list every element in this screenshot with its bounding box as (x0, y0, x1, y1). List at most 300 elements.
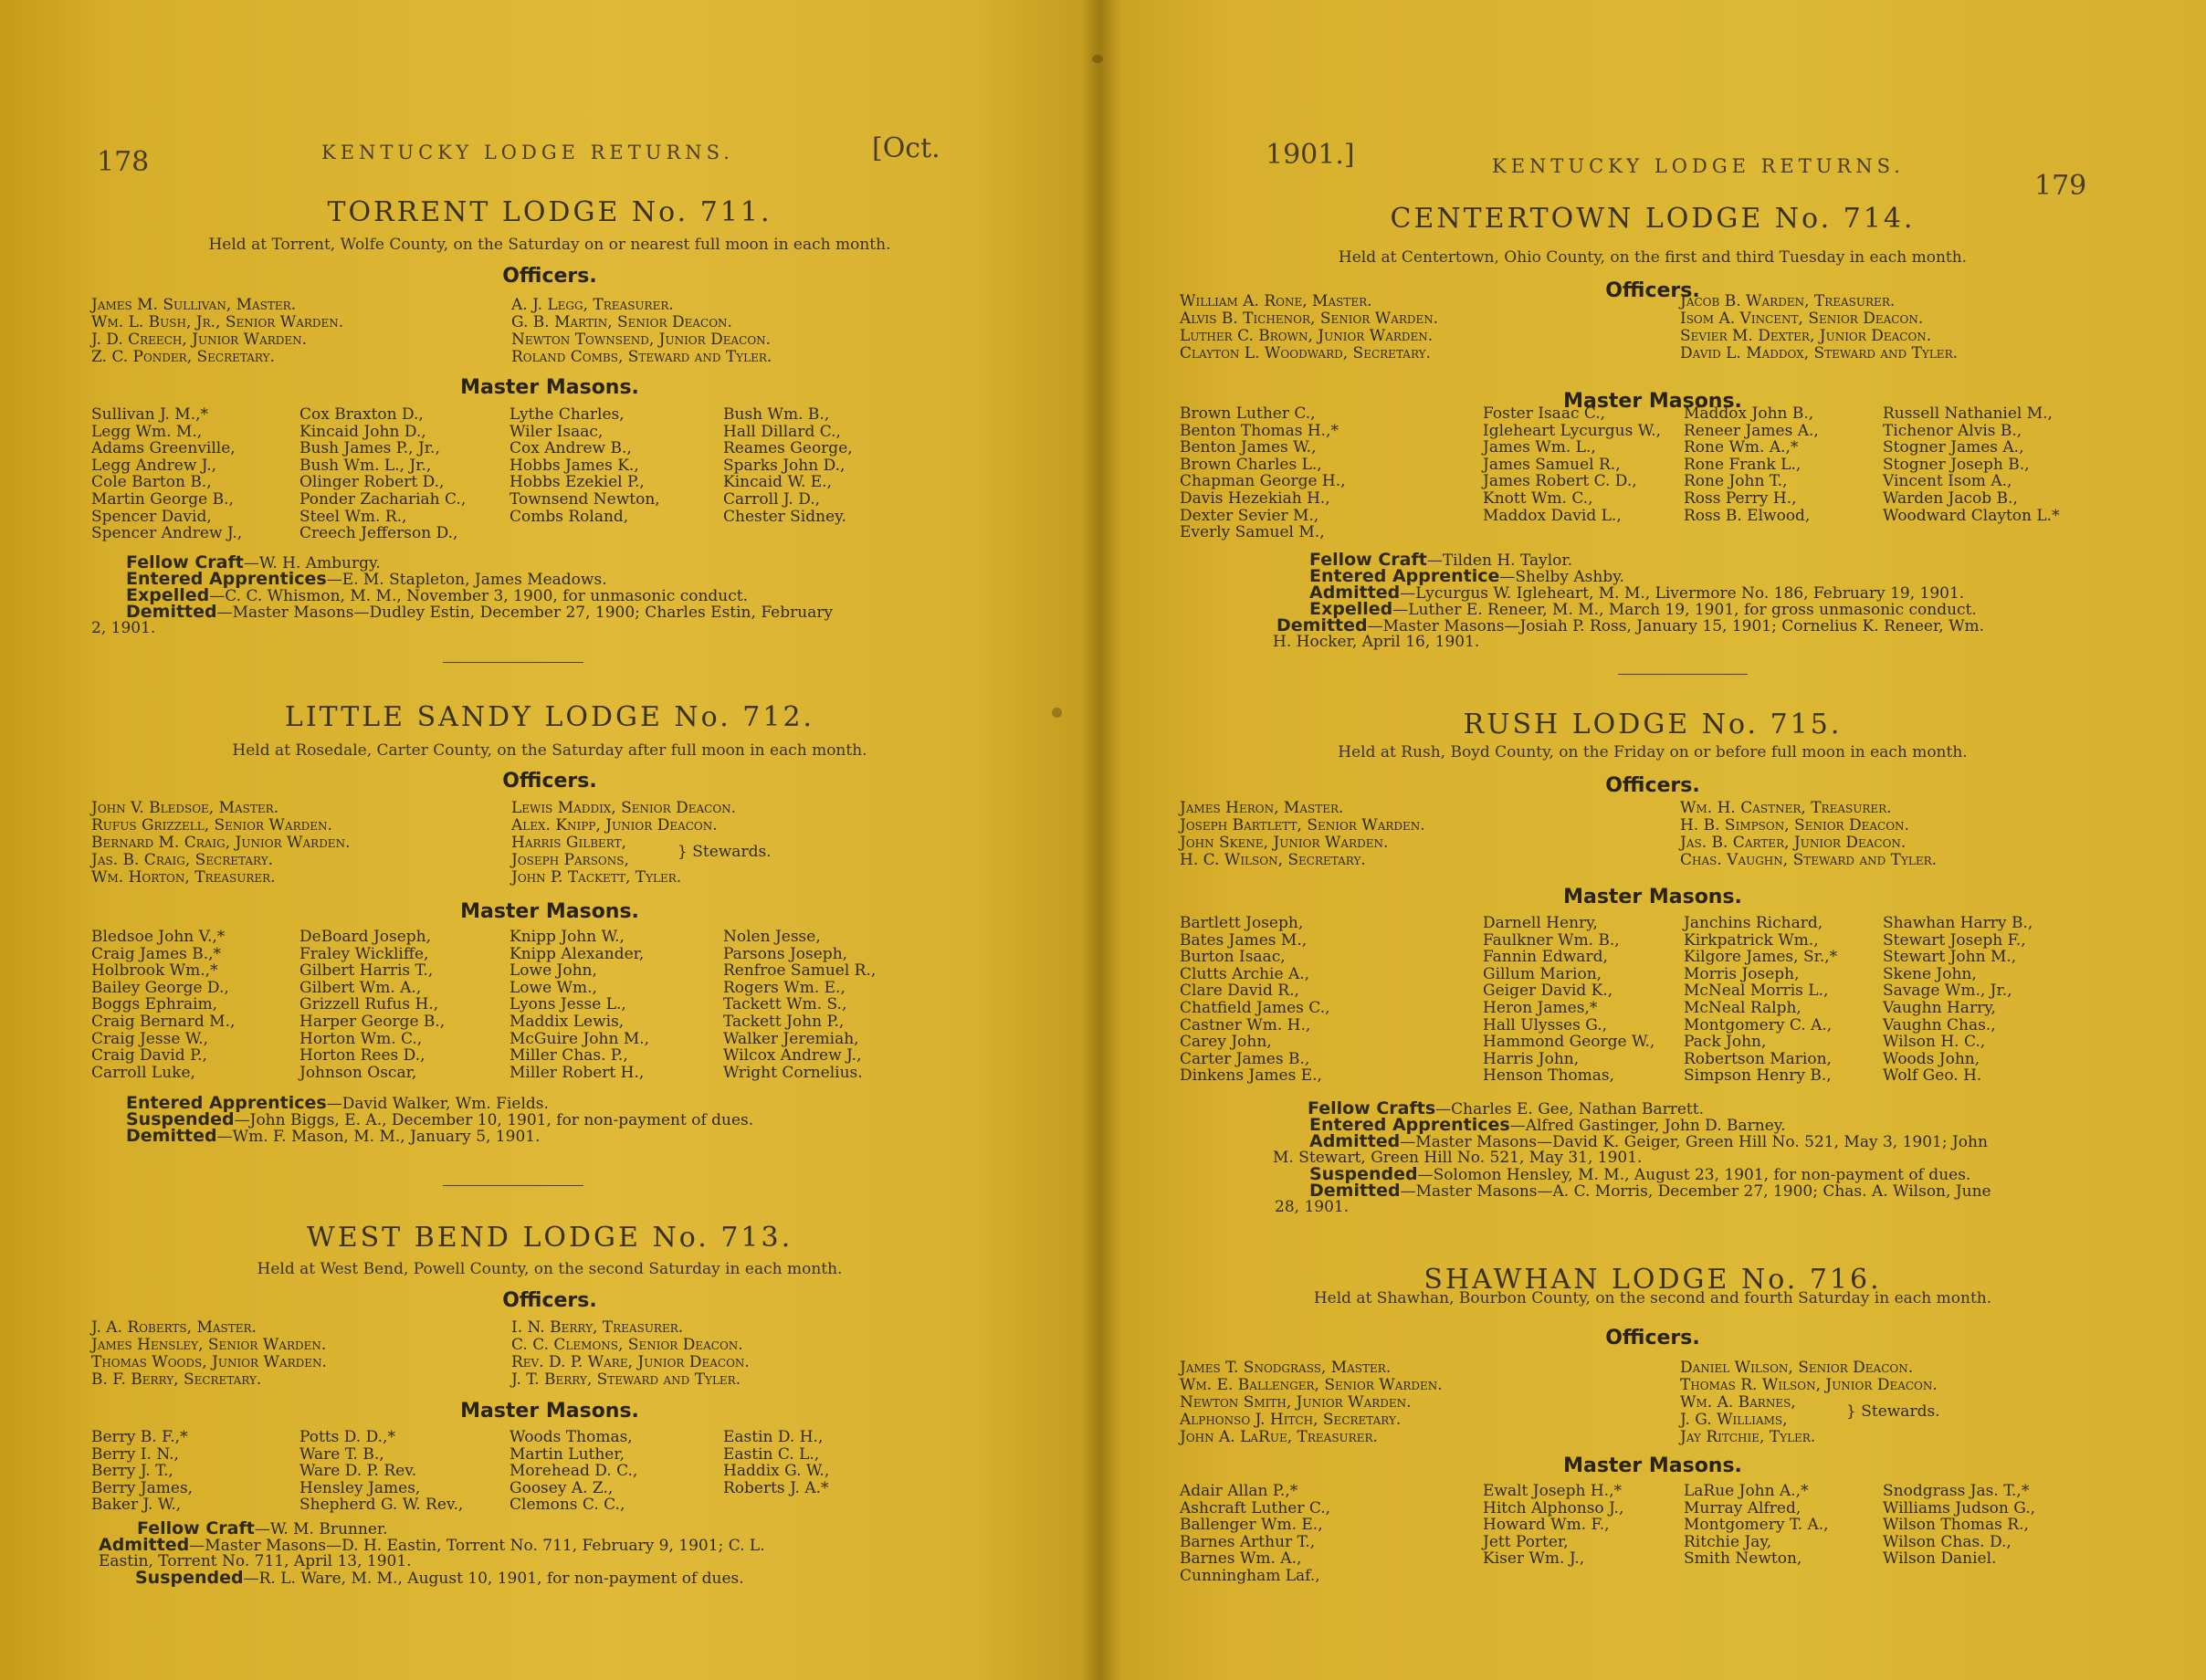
officer-entry: A. J. Legg, Treasurer. (511, 296, 674, 314)
note-text: —E. M. Stapleton, James Meadows. (326, 571, 607, 589)
officer-entry: C. C. Clemons, Senior Deacon. (511, 1336, 743, 1354)
book-gutter (1081, 0, 1121, 1680)
officer-entry: Newton Smith, Junior Warden. (1180, 1393, 1412, 1412)
member-name: Lowe Wm., (509, 978, 597, 997)
officer-entry: Wm. L. Bush, Jr., Senior Warden. (91, 313, 344, 331)
lodge-meeting-info: Held at West Bend, Powell County, on the second Saturday in each month. (257, 1260, 843, 1278)
member-name: Ross B. Elwood, (1684, 506, 1811, 525)
member-name: Brown Luther C., (1180, 404, 1316, 423)
member-name: Stogner James A., (1883, 438, 2024, 457)
note-label: Fellow Craft (1309, 550, 1427, 570)
member-name: Sullivan J. M.,* (91, 405, 209, 424)
member-name: Jett Porter, (1483, 1532, 1569, 1551)
officer-entry: Rev. D. P. Ware, Junior Deacon. (511, 1353, 750, 1371)
officer-entry: Chas. Vaughn, Steward and Tyler. (1680, 851, 1938, 869)
officer-entry: James M. Sullivan, Master. (91, 296, 297, 314)
member-name: Ware T. B., (299, 1444, 384, 1464)
member-name: Eastin C. L., (723, 1444, 820, 1464)
lodge-note (126, 604, 833, 621)
member-name: Carter James B., (1180, 1049, 1310, 1068)
member-name: Montgomery T. A., (1684, 1516, 1829, 1535)
master-masons-heading: Master Masons. (460, 376, 639, 399)
officer-entry: John P. Tackett, Tyler. (511, 868, 682, 887)
member-name: Reames George, (723, 439, 853, 458)
member-name: Barnes Arthur T., (1180, 1532, 1316, 1551)
member-name: Adams Greenville, (91, 439, 236, 458)
member-name: Howard Wm. F., (1483, 1516, 1610, 1535)
member-name: Horton Wm. C., (299, 1029, 423, 1048)
member-name: Walker Jeremiah, (723, 1029, 859, 1048)
lodge-note (1275, 1200, 1349, 1215)
member-name: Renfroe Samuel R., (723, 961, 877, 981)
officer-entry: Alphonso J. Hitch, Secretary. (1180, 1411, 1402, 1429)
note-label: Demitted (126, 602, 217, 622)
officer-entry: J. T. Berry, Steward and Tyler. (511, 1370, 741, 1389)
officer-entry: John Skene, Junior Warden. (1180, 834, 1389, 852)
member-name: Bledsoe John V.,* (91, 928, 226, 946)
member-name: Ballenger Wm. E., (1180, 1516, 1323, 1535)
note-text: —W. M. Brunner. (254, 1520, 388, 1538)
member-name: Shawhan Harry B., (1883, 914, 2033, 932)
member-name: Baker J. W., (91, 1496, 182, 1515)
member-name: Wilson Thomas R., (1883, 1516, 2029, 1535)
officer-entry: Bernard M. Craig, Junior Warden. (91, 834, 351, 852)
member-name: Combs Roland, (509, 507, 629, 526)
member-name: Ware D. P. Rev. (299, 1462, 417, 1481)
member-name: Legg Andrew J., (91, 456, 217, 475)
master-masons-heading: Master Masons. (460, 1400, 639, 1423)
member-name: Spencer David, (91, 507, 212, 526)
officer-entry: Newton Townsend, Junior Deacon. (511, 331, 772, 349)
member-name: Craig Jesse W., (91, 1029, 209, 1048)
note-text: —Master Masons—Dudley Estin, December 27, 1900; Charles Estin, February (216, 604, 834, 622)
member-name: Kincaid John D., (299, 422, 426, 441)
officer-entry: Isom A. Vincent, Senior Deacon. (1680, 310, 1924, 328)
member-name: Davis Hezekiah H., (1180, 489, 1330, 508)
note-text: —R. L. Ware, M. M., August 10, 1901, for non-payment of dues. (243, 1570, 744, 1588)
member-name: Roberts J. A.* (723, 1478, 829, 1497)
officer-entry: Roland Combs, Steward and Tyler. (511, 348, 772, 366)
member-name: Berry J. T., (91, 1462, 173, 1481)
member-name: Warden Jacob B., (1883, 489, 2018, 508)
officers-heading: Officers. (1605, 279, 1700, 302)
member-name: McNeal Ralph, (1684, 999, 1802, 1017)
lodge-meeting-info: Held at Centertown, Ohio County, on the first and third Tuesday in each month. (1338, 248, 1968, 267)
lodge-title: LITTLE SANDY LODGE No. 712. (284, 701, 815, 733)
member-name: Hobbs James K., (509, 456, 639, 475)
note-label: Demitted (1309, 1181, 1401, 1201)
member-name: Rone John T., (1684, 472, 1788, 491)
member-name: Maddox John B., (1684, 404, 1814, 423)
officer-entry: Joseph Parsons, (511, 851, 629, 869)
member-name: Benton Thomas H.,* (1180, 421, 1339, 440)
note-text: —John Biggs, E. A., December 10, 1901, for non-payment of dues. (234, 1111, 754, 1129)
member-name: Ewalt Joseph H.,* (1483, 1482, 1622, 1500)
member-name: Burton Isaac, (1180, 948, 1286, 967)
member-name: Haddix G. W., (723, 1462, 830, 1481)
officer-entry: Wm. Horton, Treasurer. (91, 868, 276, 887)
member-name: Steel Wm. R., (299, 507, 407, 526)
page-number: 179 (2034, 170, 2087, 202)
lodge-title: WEST BEND LODGE No. 713. (306, 1222, 793, 1254)
member-name: Foster Isaac C., (1483, 404, 1606, 423)
member-name: Johnson Oscar, (299, 1063, 417, 1082)
member-name: Horton Rees D., (299, 1046, 425, 1066)
member-name: Smith Newton, (1684, 1549, 1802, 1569)
lodge-note (126, 1109, 754, 1129)
member-name: Barnes Wm. A., (1180, 1549, 1302, 1569)
officer-entry: G. B. Martin, Senior Deacon. (511, 313, 732, 331)
member-name: Williams Judson G., (1883, 1498, 2036, 1517)
member-name: Holbrook Wm.,* (91, 961, 218, 981)
member-name: Nolen Jesse, (723, 928, 821, 946)
member-name: Geiger David K., (1483, 982, 1613, 1001)
page-bracket-label: 1901.] (1266, 139, 1355, 171)
member-name: Shepherd G. W. Rev., (299, 1496, 464, 1515)
member-name: Lythe Charles, (509, 405, 625, 424)
member-name: Lowe John, (509, 961, 597, 981)
officer-entry: Lewis Maddix, Senior Deacon. (511, 799, 737, 817)
officer-entry: Joseph Bartlett, Senior Warden. (1180, 816, 1425, 835)
page-bracket-label: [Oct. (872, 132, 940, 164)
note-text: —Lycurgus W. Igleheart, M. M., Livermore No. 186, February 19, 1901. (1400, 584, 1965, 603)
officer-entry: James Hensley, Senior Warden. (91, 1336, 327, 1354)
member-name: Hobbs Ezekiel P., (509, 473, 645, 492)
member-name: Bush James P., Jr., (299, 439, 440, 458)
officer-entry: David L. Maddox, Steward and Tyler. (1680, 344, 1959, 362)
lodge-meeting-info: Held at Rush, Boyd County, on the Friday on or before full moon in each month. (1338, 743, 1968, 761)
member-name: Woods Thomas, (509, 1428, 633, 1446)
stewards-label: } Stewards. (678, 843, 772, 861)
member-name: Cox Braxton D., (299, 405, 424, 424)
member-name: Brown Charles L., (1180, 455, 1322, 474)
member-name: Craig James B.,* (91, 944, 222, 963)
officer-entry: J. D. Creech, Junior Warden. (91, 331, 308, 349)
page-smudge (1092, 55, 1103, 63)
member-name: Cunningham Laf., (1180, 1567, 1320, 1585)
member-name: Knott Wm. C., (1483, 489, 1593, 508)
note-label: Expelled (126, 585, 210, 605)
lodge-note (126, 1126, 541, 1146)
officer-entry: John A. LaRue, Treasurer. (1180, 1428, 1378, 1446)
master-masons-heading: Master Masons. (1563, 390, 1742, 413)
member-name: Murray Alfred, (1684, 1498, 1802, 1517)
member-name: Carroll Luke, (91, 1063, 195, 1082)
note-text: —Master Masons—David K. Geiger, Green Hill No. 521, May 3, 1901; John (1400, 1133, 1988, 1151)
officer-entry: Jas. B. Craig, Secretary. (91, 851, 274, 869)
member-name: Fannin Edward, (1483, 948, 1608, 967)
member-name: Ritchie Jay, (1684, 1532, 1772, 1551)
member-name: Hall Ulysses G., (1483, 1015, 1608, 1034)
member-name: Martin George B., (91, 490, 234, 509)
member-name: Eastin D. H., (723, 1428, 824, 1446)
page-number: 178 (97, 146, 150, 178)
member-name: Woodward Clayton L.* (1883, 506, 2060, 525)
officers-heading: Officers. (1605, 774, 1700, 797)
member-name: Dexter Sevier M., (1180, 506, 1319, 525)
member-name: Legg Wm. M., (91, 422, 203, 441)
note-label: Admitted (1309, 583, 1401, 603)
note-label: Entered Apprentices (126, 569, 327, 589)
member-name: Townsend Newton, (509, 490, 660, 509)
member-name: Wolf Geo. H. (1883, 1066, 1982, 1086)
member-name: Hensley James, (299, 1478, 421, 1497)
note-text: —Master Masons—D. H. Eastin, Torrent No. 711, February 9, 1901; C. L. (189, 1537, 765, 1555)
left-page (0, 0, 1099, 1680)
member-name: Harper George B., (299, 1013, 446, 1031)
note-text: —Solomon Hensley, M. M., August 23, 1901, for non-payment of dues. (1417, 1166, 1971, 1184)
stewards-label: } Stewards. (1846, 1402, 1940, 1421)
officer-entry: John V. Bledsoe, Master. (91, 799, 279, 817)
member-name: Wilson Daniel. (1883, 1549, 1997, 1569)
member-name: Cox Andrew B., (509, 439, 632, 458)
member-name: Tichenor Alvis B., (1883, 421, 2022, 440)
note-label: Fellow Craft (126, 552, 244, 572)
member-name: Spencer Andrew J., (91, 524, 243, 543)
member-name: Skene John, (1883, 964, 1977, 983)
member-name: Rone Wm. A.,* (1684, 438, 1799, 457)
member-name: Berry B. F.,* (91, 1428, 188, 1446)
member-name: Stewart Joseph F., (1883, 930, 2026, 950)
officer-entry: Harris Gilbert, (511, 834, 627, 852)
note-text: 2, 1901. (91, 619, 156, 637)
member-name: Maddix Lewis, (509, 1013, 625, 1031)
member-name: Grizzell Rufus H., (299, 995, 439, 1014)
lodge-note (126, 585, 749, 605)
member-name: Vaughn Chas., (1883, 1015, 1996, 1034)
member-name: Ashcraft Luther C., (1180, 1498, 1331, 1517)
officer-entry: James T. Snodgrass, Master. (1180, 1359, 1392, 1377)
member-name: Rogers Wm. E., (723, 978, 846, 997)
member-name: Stogner Joseph B., (1883, 455, 2030, 474)
member-name: Wilcox Andrew J., (723, 1046, 862, 1066)
note-text: —Tilden H. Taylor. (1426, 551, 1573, 570)
member-name: Ponder Zachariah C., (299, 490, 467, 509)
member-name: Ross Perry H., (1684, 489, 1797, 508)
lodge-note (91, 621, 155, 636)
officer-entry: Alex. Knipp, Junior Deacon. (511, 816, 718, 835)
member-name: Sparks John D., (723, 456, 846, 475)
officers-heading: Officers. (502, 770, 597, 793)
officer-entry: Thomas Woods, Junior Warden. (91, 1353, 327, 1371)
officers-heading: Officers. (502, 265, 597, 288)
master-masons-heading: Master Masons. (1563, 886, 1742, 908)
member-name: Gillum Marion, (1483, 964, 1602, 983)
note-text: —W. H. Amburgy. (243, 554, 381, 572)
member-name: Olinger Robert D., (299, 473, 445, 492)
member-name: Chester Sidney. (723, 507, 846, 526)
member-name: Miller Chas. P., (509, 1046, 628, 1066)
officer-entry: H. B. Simpson, Senior Deacon. (1680, 816, 1909, 835)
member-name: Maddox David L., (1483, 506, 1622, 525)
master-masons-heading: Master Masons. (1563, 1454, 1742, 1477)
member-name: Vaughn Harry, (1883, 999, 1996, 1017)
member-name: Cole Barton B., (91, 473, 212, 492)
officer-entry: H. C. Wilson, Secretary. (1180, 851, 1366, 869)
member-name: Clemons C. C., (509, 1496, 625, 1515)
member-name: Kiser Wm. J., (1483, 1549, 1585, 1569)
member-name: James Samuel R., (1483, 455, 1621, 474)
member-name: Bartlett Joseph, (1180, 914, 1304, 932)
note-text: —Charles E. Gee, Nathan Barrett. (1435, 1100, 1704, 1118)
member-name: Clutts Archie A., (1180, 964, 1310, 983)
officer-entry: Jacob B. Warden, Treasurer. (1680, 292, 1896, 310)
member-name: Darnell Henry, (1483, 914, 1598, 932)
note-text: H. Hocker, April 16, 1901. (1273, 633, 1480, 651)
officer-entry: I. N. Berry, Treasurer. (511, 1318, 684, 1337)
member-name: Robertson Marion, (1684, 1049, 1832, 1068)
member-name: Chatfield James C., (1180, 999, 1330, 1017)
member-name: Hitch Alphonso J., (1483, 1498, 1624, 1517)
note-label: Admitted (1309, 1131, 1401, 1151)
note-text: 28, 1901. (1275, 1198, 1350, 1216)
officer-entry: Luther C. Brown, Junior Warden. (1180, 327, 1434, 345)
member-name: Montgomery C. A., (1684, 1015, 1833, 1034)
member-name: Savage Wm., Jr., (1883, 982, 2012, 1001)
member-name: Carroll J. D., (723, 490, 821, 509)
member-name: LaRue John A.,* (1684, 1482, 1809, 1500)
member-name: Castner Wm. H., (1180, 1015, 1311, 1034)
note-label: Demitted (1276, 615, 1368, 635)
member-name: Berry James, (91, 1478, 194, 1497)
note-label: Entered Apprentices (1309, 1115, 1510, 1135)
officer-entry: Wm. H. Castner, Treasurer. (1680, 799, 1892, 817)
lodge-note (1273, 635, 1479, 650)
note-label: Suspended (126, 1109, 235, 1129)
officer-entry: Rufus Grizzell, Senior Warden. (91, 816, 332, 835)
member-name: Fraley Wickliffe, (299, 944, 429, 963)
member-name: Craig Bernard M., (91, 1013, 236, 1031)
officer-entry: Alvis B. Tichenor, Senior Warden. (1180, 310, 1439, 328)
lodge-note (135, 1570, 744, 1587)
member-name: Miller Robert H., (509, 1063, 645, 1082)
lodge-title: RUSH LODGE No. 715. (1463, 709, 1843, 740)
member-name: Tackett Wm. S., (723, 995, 847, 1014)
member-name: DeBoard Joseph, (299, 928, 432, 946)
member-name: Bates James M., (1180, 930, 1308, 950)
member-name: Adair Allan P.,* (1180, 1482, 1298, 1500)
note-text: —Wm. F. Mason, M. M., January 5, 1901. (216, 1128, 541, 1146)
member-name: Harris John, (1483, 1049, 1580, 1068)
note-text: —Master Masons—A. C. Morris, December 27, 1900; Chas. A. Wilson, June (1400, 1182, 1991, 1201)
lodge-title: CENTERTOWN LODGE No. 714. (1390, 203, 1916, 235)
officer-entry: J. G. Williams, (1680, 1411, 1788, 1429)
member-name: Creech Jefferson D., (299, 524, 458, 543)
officer-entry: B. F. Berry, Secretary. (91, 1370, 262, 1389)
officer-entry: Clayton L. Woodward, Secretary. (1180, 344, 1431, 362)
running-head: KENTUCKY LODGE RETURNS. (1492, 155, 1905, 177)
master-masons-heading: Master Masons. (460, 900, 639, 923)
member-name: Lyons Jesse L., (509, 995, 626, 1014)
officer-entry: Jas. B. Carter, Junior Deacon. (1680, 834, 1907, 852)
officer-entry: Wm. E. Ballenger, Senior Warden. (1180, 1376, 1443, 1394)
member-name: Martin Luther, (509, 1444, 625, 1464)
member-name: Knipp John W., (509, 928, 625, 946)
note-label: Admitted (99, 1535, 190, 1555)
note-label: Suspended (135, 1568, 244, 1588)
member-name: Craig David P., (91, 1046, 207, 1066)
member-name: Kirkpatrick Wm., (1684, 930, 1819, 950)
officer-entry: Jay Ritchie, Tyler. (1680, 1428, 1816, 1446)
member-name: Janchins Richard, (1684, 914, 1823, 932)
member-name: Henson Thomas, (1483, 1066, 1615, 1086)
member-name: Carey John, (1180, 1033, 1272, 1052)
member-name: Tackett John P., (723, 1013, 845, 1031)
note-text: —Luther E. Reneer, M. M., March 19, 1901, for gross unmasonic conduct. (1392, 601, 1977, 619)
note-label: Expelled (1309, 599, 1393, 619)
lodge-title: TORRENT LODGE No. 711. (327, 196, 772, 228)
member-name: Vincent Isom A., (1883, 472, 2012, 491)
member-name: Wilson H. C., (1883, 1033, 1986, 1052)
member-name: Snodgrass Jas. T.,* (1883, 1482, 2030, 1500)
note-label: Fellow Craft (137, 1518, 255, 1538)
officer-entry: William A. Rone, Master. (1180, 292, 1372, 310)
officer-entry: Z. C. Ponder, Secretary. (91, 348, 275, 366)
member-name: Chapman George H., (1180, 472, 1346, 491)
note-text: M. Stewart, Green Hill No. 521, May 31, 1901. (1273, 1149, 1643, 1167)
officers-heading: Officers. (502, 1289, 597, 1312)
officer-entry: J. A. Roberts, Master. (91, 1318, 257, 1337)
member-name: Hammond George W., (1483, 1033, 1655, 1052)
member-name: Pack John, (1684, 1033, 1767, 1052)
note-text: —Alfred Gastinger, John D. Barney. (1509, 1117, 1786, 1135)
section-divider (443, 662, 583, 663)
note-text: —Shelby Ashby. (1499, 568, 1624, 586)
lodge-note (1309, 1183, 1991, 1200)
member-name: Reneer James A., (1684, 421, 1819, 440)
member-name: Morehead D. C., (509, 1462, 638, 1481)
note-label: Suspended (1309, 1164, 1418, 1184)
member-name: Knipp Alexander, (509, 944, 645, 963)
officer-entry: Daniel Wilson, Senior Deacon. (1680, 1359, 1914, 1377)
section-divider (443, 1185, 583, 1186)
member-name: James Wm. L., (1483, 438, 1596, 457)
member-name: Everly Samuel M., (1180, 523, 1325, 542)
member-name: Igleheart Lycurgus W., (1483, 421, 1662, 440)
lodge-meeting-info: Held at Shawhan, Bourbon County, on the second and fourth Saturday in each month. (1313, 1289, 1992, 1307)
officer-entry: Thomas R. Wilson, Junior Deacon. (1680, 1376, 1938, 1394)
member-name: Gilbert Harris T., (299, 961, 434, 981)
member-name: Parsons Joseph, (723, 944, 848, 963)
member-name: Potts D. D.,* (299, 1428, 395, 1446)
member-name: Dinkens James E., (1180, 1066, 1322, 1086)
lodge-note (1309, 1164, 1971, 1184)
note-label: Entered Apprentices (126, 1093, 327, 1113)
member-name: Bush Wm. L., Jr., (299, 456, 432, 475)
running-head: KENTUCKY LODGE RETURNS. (321, 142, 734, 163)
member-name: McNeal Morris L., (1684, 982, 1829, 1001)
officer-entry: James Heron, Master. (1180, 799, 1344, 817)
member-name: Clare David R., (1180, 982, 1299, 1001)
member-name: Faulkner Wm. B., (1483, 930, 1620, 950)
lodge-note (1309, 585, 1964, 602)
member-name: Simpson Henry B., (1684, 1066, 1832, 1086)
officers-heading: Officers. (1605, 1327, 1700, 1349)
note-text: —Master Masons—Josiah P. Ross, January 15, 1901; Cornelius K. Reneer, Wm. (1367, 617, 1985, 635)
member-name: Rone Frank L., (1684, 455, 1802, 474)
member-name: Wilson Chas. D., (1883, 1532, 2012, 1551)
officer-entry: Sevier M. Dexter, Junior Deacon. (1680, 327, 1932, 345)
member-name: Woods John, (1883, 1049, 1980, 1068)
member-name: Morris Joseph, (1684, 964, 1800, 983)
member-name: Bailey George D., (91, 978, 229, 997)
member-name: Berry I. N., (91, 1444, 179, 1464)
note-text: —David Walker, Wm. Fields. (326, 1095, 549, 1113)
member-name: Kilgore James, Sr.,* (1684, 948, 1838, 967)
member-name: Hall Dillard C., (723, 422, 841, 441)
member-name: Goosey A. Z., (509, 1478, 614, 1497)
member-name: Benton James W., (1180, 438, 1317, 457)
